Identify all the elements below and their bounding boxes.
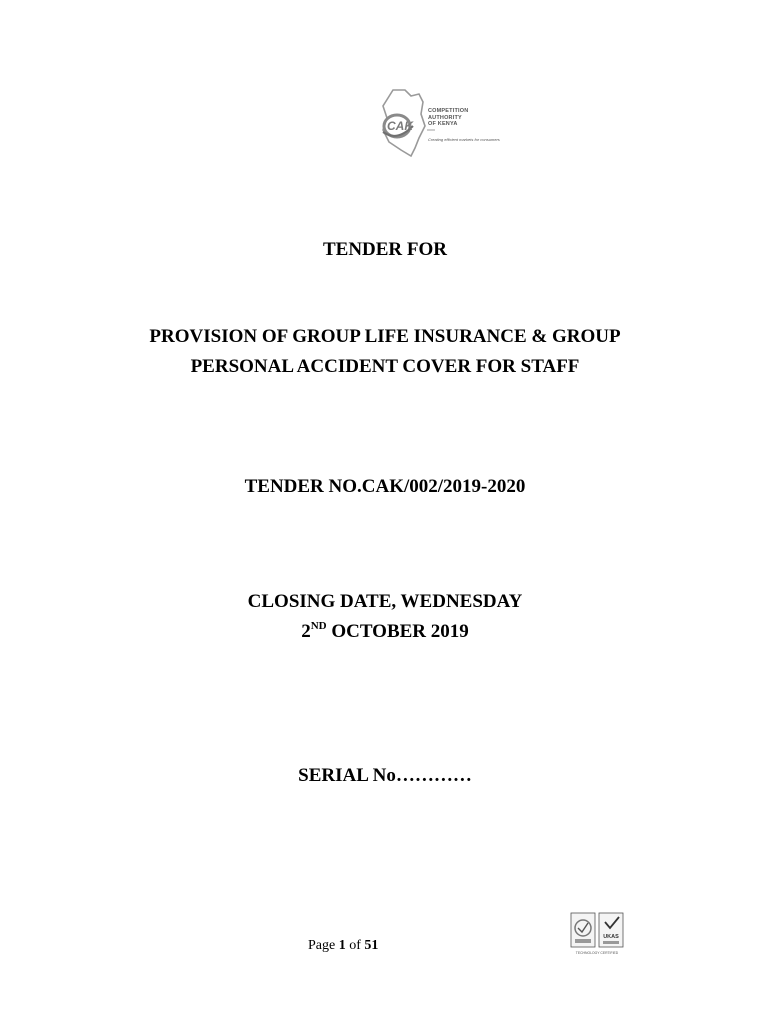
page-of: of <box>345 938 365 953</box>
serial-number: SERIAL No………… <box>298 765 472 786</box>
page-current: 1 <box>338 938 346 953</box>
logo-line-1: COMPETITION <box>428 108 469 114</box>
logo-line-2: AUTHORITY <box>428 114 462 121</box>
closing-day-suffix: ND <box>310 619 327 632</box>
subject-line-2: PERSONAL ACCIDENT COVER FOR STAFF <box>190 356 580 377</box>
logo-monogram: CAK <box>387 119 413 133</box>
cert-label: TECHNOLOGY CERTIFIED <box>575 951 619 955</box>
page-prefix: Page <box>308 938 339 953</box>
closing-day: 2 <box>301 621 311 642</box>
closing-date-line-2 <box>0 619 770 645</box>
logo-text <box>428 108 468 128</box>
tender-for-heading: TENDER FOR <box>322 239 448 260</box>
page-number <box>308 938 378 954</box>
certification-badge-icon <box>569 912 625 956</box>
cert-badge-text: UKAS <box>603 934 619 940</box>
logo-tagline: Creating efficient markets for consumers <box>428 137 500 142</box>
page-total: 51 <box>364 938 379 953</box>
subject-line-1: PROVISION OF GROUP LIFE INSURANCE & GROUP <box>149 326 621 347</box>
closing-month-year: OCTOBER 2019 <box>326 621 469 642</box>
closing-date-line-1: CLOSING DATE, WEDNESDAY <box>247 591 523 612</box>
tender-number: TENDER NO.CAK/002/2019-2020 <box>244 476 526 497</box>
logo-line-3: OF KENYA <box>428 121 458 127</box>
